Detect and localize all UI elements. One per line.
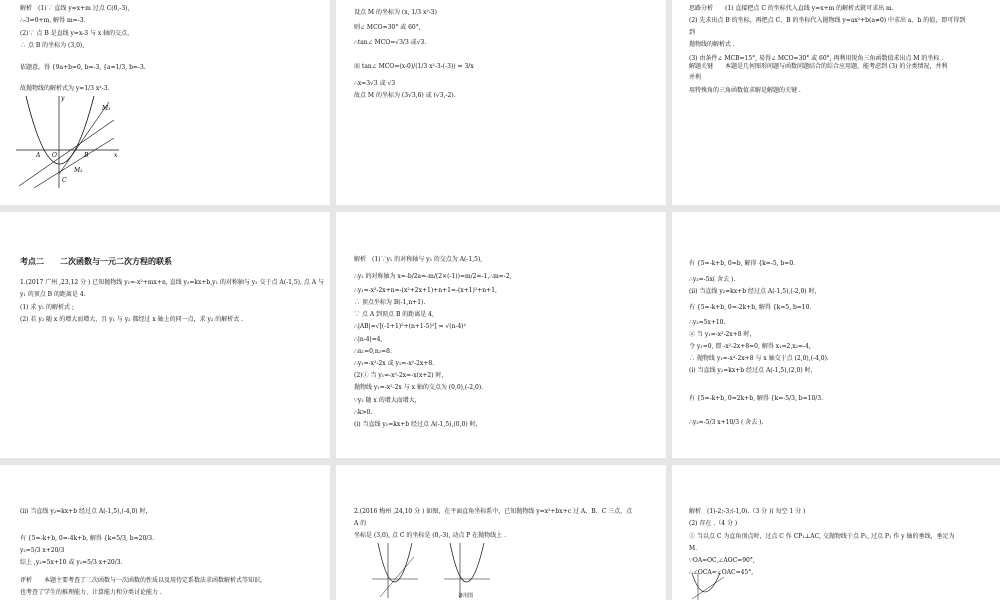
text-line: 2.(2016 梅州 ,24,10 分 ) 如图，在平面直角坐标系中，已知抛物线 y=x²+bx+c 过 A、B、C 三点，点 — [354, 508, 633, 515]
text-line: ∴-3=0+m, 解得 m=-3. — [20, 17, 86, 24]
text-line: ∴tan∠ MCO=√3/3 或√3. — [354, 39, 427, 46]
text-line: ∴n₁=0,n₂=8. — [354, 348, 392, 355]
text-line: 解析 (1)-2;-3;(-1,0).（3 分 )( 每空 1 分 ) — [689, 508, 806, 515]
text-line: 有 {5=-k+b, 0=-2k+b, 解得 {k=5, b=10. — [689, 304, 812, 311]
text-line: ∵OA=OC,∠AOC=90°, — [689, 557, 755, 564]
text-line: ∴y₁ 的对称轴为 x=-b/2a=-m/(2×(-1))=m/2=-1,∴m=-2, — [354, 273, 512, 280]
text-line: (2)∵ 点 B 是直线 y=x-3 与 x 轴的交点， — [20, 30, 134, 37]
text-line: (i) 当直线 y₂=kx+b 经过点 A(-1,5),(0,0) 时， — [354, 421, 482, 428]
text-line: (i) 当直线 y₂=kx+b 经过点 A(-1,5),(2,0) 时， — [689, 367, 817, 374]
text-line: y₂=5/3 x+20/3 — [20, 547, 65, 554]
text-line: ∴x=3√3 或 √3 — [354, 80, 396, 87]
text-line: ∴y₁=-x²-2x+n=-(x²+2x+1)+n+1=-(x+1)²+n+1, — [354, 287, 497, 294]
text-line: ∴y₂=-5/3 x+10/3 ( 舍去 ). — [689, 419, 764, 426]
text-line: (2) 先求出点 B 的坐标，再把点 C、B 的坐标代入抛物线 y=ax²+b(a≠0) 中求出 a、b 的值，即可得到 — [689, 17, 966, 24]
text-line: 1.(2017 广州 ,23,12 分 ) 已知抛物线 y₁=-x²+mx+n, 直线 y₂=kx+b,y₁ 的对称轴与 y₂ 交于点 A(-1,5), 点 A 与 — [20, 279, 324, 286]
text-line: 故点 M 的坐标为 (3√3,6) 或 (√3,-2). — [354, 92, 456, 99]
text-line: ∵y₂ 随 x 的增大而增大， — [354, 397, 421, 404]
text-line: M. — [689, 545, 698, 552]
page-8 — [336, 465, 666, 600]
text-line: 抛物线 y₁=-x²-2x 与 x 轴的交点为 (0,0),(-2,0). — [354, 384, 484, 391]
text-line: ∴∠OCA=∠OAC=45°, — [689, 569, 754, 576]
text-line: 解析 (1)∵ 直线 y=x+m 过点 C(0,-3), — [20, 5, 130, 12]
page-1 — [0, 0, 330, 205]
text-line: ∴|AB|=√[(-1+1)²+(n+1-5)²] = √(n-4)² — [354, 323, 467, 330]
text-line: 解析 (1)∵y₁ 的对称轴与 y₂ 的交点为 A(-1,5), — [354, 256, 483, 263]
y-axis-label: y — [61, 95, 65, 102]
text-line: 思路分析 (1) 直接把点 C 的坐标代入直线 y=x+m 的解析式就可求出 m. — [689, 5, 894, 12]
page-5 — [336, 212, 666, 458]
figure-caption: 备用图 — [458, 593, 474, 599]
text-line: (3) 由条件∠ MCB=15°, 易得∠ MCO=30° 或 60°, 再利用锐角三角函数值求出点 M 的坐标 . — [689, 55, 944, 62]
text-line: 则∠ MCO=30° 或 60°, — [354, 24, 421, 31]
text-line: 有 {5=-k+b, 0=b, 解得 {k=-5, b=0. — [689, 260, 796, 267]
text-line: ∴ 点 B 的坐标为 (3,0), — [20, 42, 85, 49]
text-line: (2) 存在 .（4 分 ) — [689, 520, 738, 527]
text-line: ∴ 顶点坐标为 B(-1,n+1). — [354, 299, 426, 306]
figure-graph — [370, 541, 420, 599]
text-line: 用特殊角的三角函数值求解是解题的关键 . — [689, 87, 801, 94]
point-a-label: A — [36, 152, 41, 159]
text-line: A 的 — [354, 520, 367, 527]
page-4 — [0, 212, 330, 458]
text-line: ∴k>0. — [354, 409, 373, 416]
backup-figure-graph — [442, 541, 492, 599]
text-line: 解题关键 本题是几何图形问题与函数问题结合的综合应用题，能考虑到 (3) 的分类情况，并利 — [689, 63, 948, 70]
text-line: ① 当以点 C 为直角顶点时，过点 C 作 CP₁⊥AC, 交抛物线于点 P₁, 过点 P₁ 作 y 轴的垂线，垂足为 — [689, 533, 955, 540]
page-9 — [672, 465, 1000, 600]
text-line: 设点 M 的坐标为 (x, 1/3 x²-3) — [354, 9, 437, 16]
page-6 — [672, 212, 1000, 458]
text-line: 综上 ,y₂=5x+10 或 y₂=5/3 x+20/3. — [20, 559, 123, 566]
text-line: 而 tan∠ MCO=(x-0)/(1/3 x²-3-(-3)) = 3/x — [354, 63, 474, 70]
point-m1-label: M₁ — [102, 105, 111, 112]
x-axis-label: x — [114, 152, 118, 159]
text-line: ∴y₁=-x²-2x 或 y₁=-x²-2x+8. — [354, 360, 435, 367]
text-line: 有 {5=-k+b, 0=2k+b, 解得 {k=-5/3, b=10/3. — [689, 395, 824, 402]
point-b-label: B — [84, 152, 89, 159]
text-line: (2) 若 y₂ 随 x 的增大而增大，且 y₁ 与 y₂ 都经过 x 轴上的同一点，求 y₂ 的解析式 . — [20, 316, 244, 323]
text-line: 并利 — [689, 74, 702, 81]
text-line: 故抛物线的解析式为 y=1/3 x²-3. — [20, 85, 110, 92]
text-line: 依题意，得 {9a+b=0, b=-3, {a=1/3, b=-3. — [20, 64, 146, 71]
point-m2-label: M₂ — [74, 167, 83, 174]
section-heading: 考点二 二次函数与一元二次方程的联系 — [20, 256, 172, 266]
origin-label: O — [52, 152, 57, 159]
text-line: 坐标是 (3,0), 点 C 的坐标是 (0,-3), 动点 P 在抛物线上 . — [354, 532, 506, 539]
page-3 — [672, 0, 1000, 205]
page-2 — [336, 0, 666, 205]
text-line: y₁ 的顶点 B 的距离是 4. — [20, 291, 86, 298]
text-line: (ii) 当直线 y₂=kx+b 经过点 A(-1,5),(-2,0) 时， — [689, 288, 821, 295]
point-c-label: C — [62, 177, 67, 184]
text-line: 评析 本题主要考查了二次函数与一次函数的性质以及用待定系数法求函数解析式等知识， — [20, 577, 267, 584]
text-line: 到 — [689, 29, 696, 36]
text-line: 令 y₁=0, 即 -x²-2x+8=0, 解得 x₁=2,x₂=-4, — [689, 343, 811, 350]
text-line: ∵ 点 A 到顶点 B 的距离是 4, — [354, 311, 434, 318]
partial-figure — [690, 571, 730, 600]
text-line: ∴ 抛物线 y₁=-x²-2x+8 与 x 轴交于点 (2,0),(-4,0). — [689, 355, 829, 362]
text-line: 抛物线的解析式 . — [689, 41, 735, 48]
text-line: 有 {5=-k+b, 0=-4k+b, 解得 {k=5/3, b=20/3. — [20, 535, 155, 542]
text-line: (ii) 当直线 y₂=kx+b 经过点 A(-1,5),(-4,0) 时， — [20, 508, 152, 515]
text-line: ∴y₂=5x+10. — [689, 319, 726, 326]
parabola-graph — [14, 92, 124, 192]
text-line: ∴|n-4|=4, — [354, 336, 383, 343]
text-line: (1) 求 y₁ 的解析式 ; — [20, 304, 74, 311]
text-line: ∴y₂=-5x( 舍去 ). — [689, 276, 736, 283]
text-line: 也考查了学生的推理能力、计算能力和分类讨论能力 . — [20, 589, 162, 596]
text-line: (2)① 当 y₁=-x²-2x=-x(x+2) 时， — [354, 372, 448, 379]
page-7 — [0, 465, 330, 600]
text-line: ② 当 y₁=-x²-2x+8 时， — [689, 331, 756, 338]
